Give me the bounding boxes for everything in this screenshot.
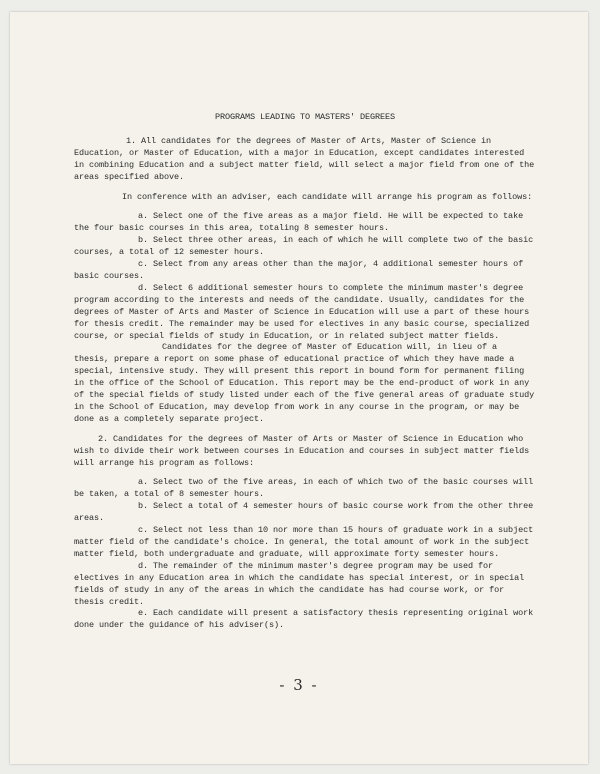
section-2-item-e: e. Each candidate will present a satisfactory thesis representing original work done under the guidance of his adviser(s). (74, 608, 534, 631)
section-2-item-b: b. Select a total of 4 semester hours of basic course work from the other three areas. (74, 501, 534, 524)
section-2-intro: 2. Candidates for the degrees of Master of Arts or Master of Science in Education who wish to divide their work between courses in Education and courses in subject matter fields will arrange his program as follows: (74, 433, 530, 468)
section-1-item-a: a. Select one of the five areas as a major field. He will be expected to take the four basic courses in this area, totaling 8 semester hours. (74, 211, 524, 234)
section-2-item-c: c. Select not less than 10 nor more than 15 hours of graduate work in a subject matter field of the candidate's choice. In general, the total amount of work in the subject matter field, both undergraduate and graduate, will approximate forty semester hours. (74, 525, 534, 559)
page-title: PROGRAMS LEADING TO MASTERS' DEGREES (214, 112, 396, 122)
section-1-note: Candidates for the degree of Master of Education will, in lieu of a thesis, prepare a report on some phase of educational practice of which they have made a special, intensive study. They will present this report in bound form for permanent filing in the office of the School of Education. This report may be the end-product of work in any of the special fields of study listed under each of the five general areas of graduate study in the School of Education, may develop from work in any course in the program, or may be done as a completely separate project. (74, 342, 535, 424)
section-1-item-b: b. Select three other areas, in each of which he will complete two of the basic courses, a total of 12 semester hours. (74, 235, 534, 258)
section-1-intro: 1. All candidates for the degrees of Master of Arts, Master of Science in Education, or Master of Education, with a major in Education, except candidates interested in combining Education and a subject matter field, will select a major field from one of the areas specified above. (74, 135, 535, 182)
document-page (10, 12, 588, 764)
section-2-item-a: a. Select two of the five areas, in each of which two of the basic courses will be taken, a total of 8 semester hours. (74, 477, 534, 500)
section-2-item-d: d. The remainder of the minimum master's degree program may be used for electives in any Education area in which the candidate has special interest, or in special fields of study in any of the areas in which the candidate has had course work, or for thesis credit. (74, 560, 525, 607)
page-number: - 3 - (279, 676, 319, 694)
conference-paragraph: In conference with an adviser, each candidate will arrange his program as follows: (122, 191, 533, 202)
section-1-item-c: c. Select from any areas other than the major, 4 additional semester hours of basic courses. (74, 259, 524, 281)
section-1-item-d: d. Select 6 additional semester hours to complete the minimum master's degree program according to the interests and needs of the candidate. Usually, candidates for the degrees of Master of Arts and Master of Science in Education will use a part of these hours for thesis credit. The remainder may be used for electives in any basic course, specialized course, or special fields of study in Education, or in related subject matter fields. (74, 282, 530, 341)
document-body (74, 112, 536, 632)
